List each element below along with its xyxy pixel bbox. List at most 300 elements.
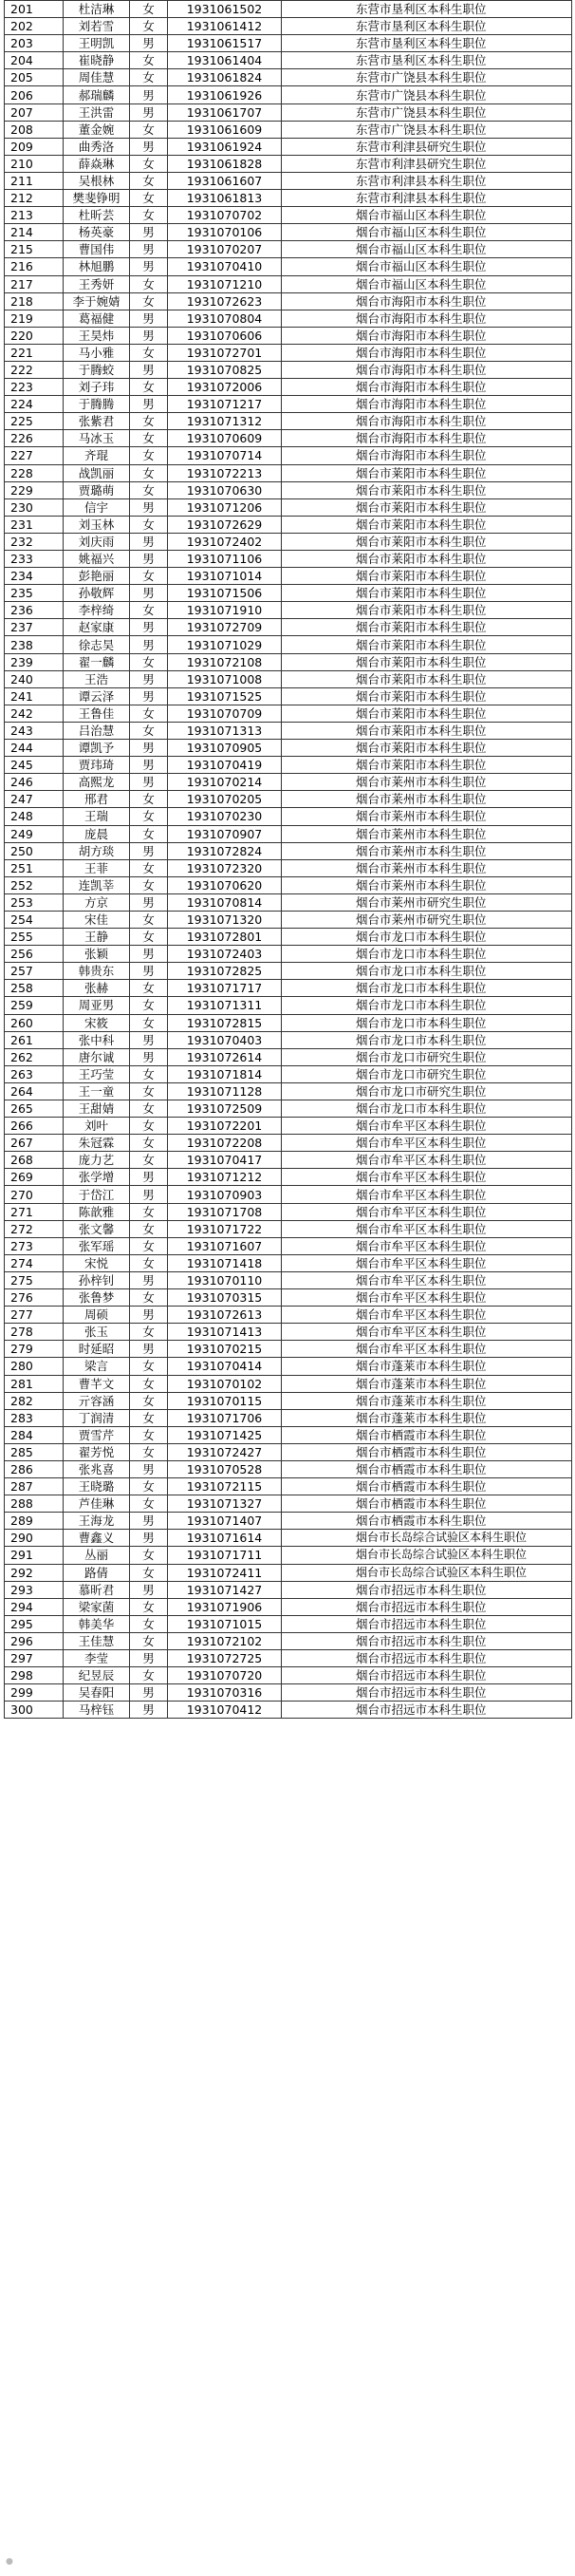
position-cell: 烟台市招远市本科生职位: [282, 1598, 572, 1615]
position-cell: 东营市垦利区本科生职位: [282, 1, 572, 18]
row-number-cell: 203: [5, 35, 64, 52]
table-row: [5, 705, 572, 722]
name-cell: 张玉: [64, 1324, 130, 1341]
name-cell: 张学增: [64, 1169, 130, 1186]
row-number-cell: 215: [5, 241, 64, 258]
gender-cell: 女: [130, 705, 168, 722]
position-cell: 烟台市海阳市本科生职位: [282, 413, 572, 430]
gender-cell: 男: [130, 687, 168, 705]
name-cell: 王静: [64, 929, 130, 946]
table-row: [5, 740, 572, 757]
table-row: [5, 1581, 572, 1598]
row-number-cell: 258: [5, 980, 64, 997]
table-row: [5, 585, 572, 602]
gender-cell: 女: [130, 859, 168, 876]
name-cell: 亓容涵: [64, 1392, 130, 1409]
exam-id-cell: 1931070804: [168, 310, 282, 327]
gender-cell: 男: [130, 361, 168, 378]
row-number-cell: 235: [5, 585, 64, 602]
position-cell: 烟台市栖霞市本科生职位: [282, 1460, 572, 1477]
row-number-cell: 272: [5, 1220, 64, 1237]
table-row: [5, 516, 572, 533]
name-cell: 吕治慧: [64, 722, 130, 739]
name-cell: 马小雅: [64, 344, 130, 361]
table-row: [5, 190, 572, 207]
exam-id-cell: 1931070903: [168, 1186, 282, 1203]
row-number-cell: 290: [5, 1530, 64, 1547]
position-cell: 烟台市长岛综合试验区本科生职位: [282, 1547, 572, 1564]
gender-cell: 女: [130, 1426, 168, 1443]
name-cell: 张紫君: [64, 413, 130, 430]
name-cell: 芦佳琳: [64, 1495, 130, 1513]
position-cell: 烟台市福山区本科生职位: [282, 241, 572, 258]
name-cell: 曲秀洛: [64, 138, 130, 155]
table-row: [5, 1307, 572, 1324]
name-cell: 王瑞: [64, 808, 130, 825]
exam-id-cell: 1931071029: [168, 636, 282, 653]
exam-id-cell: 1931071413: [168, 1324, 282, 1341]
gender-cell: 女: [130, 1237, 168, 1254]
row-number-cell: 204: [5, 52, 64, 69]
gender-cell: 男: [130, 636, 168, 653]
gender-cell: 男: [130, 138, 168, 155]
exam-id-cell: 1931072402: [168, 533, 282, 550]
table-row: [5, 396, 572, 413]
exam-id-cell: 1931071313: [168, 722, 282, 739]
position-cell: 烟台市招远市本科生职位: [282, 1615, 572, 1632]
exam-id-cell: 1931071706: [168, 1409, 282, 1426]
table-row: [5, 791, 572, 808]
exam-id-cell: 1931072411: [168, 1564, 282, 1581]
name-cell: 宋悦: [64, 1254, 130, 1271]
row-number-cell: 247: [5, 791, 64, 808]
row-number-cell: 264: [5, 1082, 64, 1100]
position-cell: 烟台市栖霞市本科生职位: [282, 1513, 572, 1530]
position-cell: 烟台市海阳市本科生职位: [282, 361, 572, 378]
position-cell: 烟台市招远市本科生职位: [282, 1632, 572, 1649]
exam-id-cell: 1931071206: [168, 498, 282, 516]
table-row: [5, 498, 572, 516]
exam-id-cell: 1931061517: [168, 35, 282, 52]
name-cell: 连凯莘: [64, 876, 130, 893]
table-row: [5, 275, 572, 292]
row-number-cell: 284: [5, 1426, 64, 1443]
name-cell: 韩贵东: [64, 963, 130, 980]
name-cell: 张兆喜: [64, 1460, 130, 1477]
exam-id-cell: 1931071814: [168, 1065, 282, 1082]
position-cell: 东营市垦利区本科生职位: [282, 18, 572, 35]
exam-id-cell: 1931072102: [168, 1632, 282, 1649]
position-cell: 烟台市莱阳市本科生职位: [282, 585, 572, 602]
exam-id-cell: 1931071106: [168, 551, 282, 568]
table-row: [5, 1513, 572, 1530]
row-number-cell: 211: [5, 172, 64, 189]
name-cell: 孙敬辉: [64, 585, 130, 602]
exam-id-cell: 1931072725: [168, 1650, 282, 1667]
gender-cell: 女: [130, 207, 168, 224]
exam-id-cell: 1931061404: [168, 52, 282, 69]
exam-id-cell: 1931071217: [168, 396, 282, 413]
name-cell: 杜昕芸: [64, 207, 130, 224]
candidate-table: [4, 0, 572, 1719]
exam-id-cell: 1931072108: [168, 653, 282, 670]
name-cell: 杜洁琳: [64, 1, 130, 18]
position-cell: 烟台市牟平区本科生职位: [282, 1254, 572, 1271]
name-cell: 王洪雷: [64, 103, 130, 121]
row-number-cell: 271: [5, 1203, 64, 1220]
gender-cell: 女: [130, 1152, 168, 1169]
gender-cell: 男: [130, 1702, 168, 1719]
position-cell: 烟台市莱州市本科生职位: [282, 774, 572, 791]
name-cell: 吴春阳: [64, 1684, 130, 1702]
row-number-cell: 220: [5, 327, 64, 344]
row-number-cell: 242: [5, 705, 64, 722]
position-cell: 烟台市莱阳市本科生职位: [282, 705, 572, 722]
name-cell: 贾玮琦: [64, 757, 130, 774]
table-row: [5, 1426, 572, 1443]
row-number-cell: 226: [5, 430, 64, 447]
row-number-cell: 269: [5, 1169, 64, 1186]
exam-id-cell: 1931070412: [168, 1702, 282, 1719]
name-cell: 马冰玉: [64, 430, 130, 447]
name-cell: 曹芊文: [64, 1375, 130, 1392]
name-cell: 薛焱琳: [64, 155, 130, 172]
gender-cell: 女: [130, 275, 168, 292]
position-cell: 烟台市莱阳市本科生职位: [282, 551, 572, 568]
exam-id-cell: 1931071614: [168, 1530, 282, 1547]
table-row: [5, 1118, 572, 1135]
gender-cell: 女: [130, 568, 168, 585]
gender-cell: 女: [130, 1358, 168, 1375]
table-row: [5, 1547, 572, 1564]
gender-cell: 女: [130, 1564, 168, 1581]
row-number-cell: 276: [5, 1289, 64, 1307]
table-row: [5, 1237, 572, 1254]
gender-cell: 女: [130, 447, 168, 464]
table-row: [5, 670, 572, 687]
exam-id-cell: 1931072320: [168, 859, 282, 876]
position-cell: 烟台市长岛综合试验区本科生职位: [282, 1530, 572, 1547]
row-number-cell: 263: [5, 1065, 64, 1082]
table-row: [5, 602, 572, 619]
exam-id-cell: 1931071711: [168, 1547, 282, 1564]
name-cell: 陈歆雅: [64, 1203, 130, 1220]
row-number-cell: 205: [5, 69, 64, 86]
row-number-cell: 298: [5, 1667, 64, 1684]
row-number-cell: 246: [5, 774, 64, 791]
row-number-cell: 273: [5, 1237, 64, 1254]
row-number-cell: 259: [5, 997, 64, 1014]
row-number-cell: 296: [5, 1632, 64, 1649]
table-row: [5, 481, 572, 498]
name-cell: 张赫: [64, 980, 130, 997]
row-number-cell: 266: [5, 1118, 64, 1135]
gender-cell: 女: [130, 1118, 168, 1135]
position-cell: 烟台市莱阳市本科生职位: [282, 722, 572, 739]
exam-id-cell: 1931071906: [168, 1598, 282, 1615]
table-row: [5, 757, 572, 774]
row-number-cell: 253: [5, 893, 64, 911]
table-row: [5, 1014, 572, 1031]
gender-cell: 女: [130, 1324, 168, 1341]
position-cell: 烟台市长岛综合试验区本科生职位: [282, 1564, 572, 1581]
row-number-cell: 208: [5, 121, 64, 138]
name-cell: 齐琨: [64, 447, 130, 464]
exam-id-cell: 1931072701: [168, 344, 282, 361]
gender-cell: 男: [130, 963, 168, 980]
position-cell: 烟台市海阳市本科生职位: [282, 292, 572, 310]
gender-cell: 女: [130, 1, 168, 18]
position-cell: 烟台市海阳市本科生职位: [282, 310, 572, 327]
name-cell: 王一童: [64, 1082, 130, 1100]
gender-cell: 女: [130, 1495, 168, 1513]
row-number-cell: 223: [5, 379, 64, 396]
position-cell: 烟台市蓬莱市本科生职位: [282, 1375, 572, 1392]
position-cell: 烟台市海阳市本科生职位: [282, 327, 572, 344]
row-number-cell: 239: [5, 653, 64, 670]
gender-cell: 男: [130, 1307, 168, 1324]
exam-id-cell: 1931071311: [168, 997, 282, 1014]
position-cell: 东营市广饶县本科生职位: [282, 69, 572, 86]
exam-id-cell: 1931072824: [168, 842, 282, 859]
name-cell: 刘玉林: [64, 516, 130, 533]
exam-id-cell: 1931070316: [168, 1684, 282, 1702]
gender-cell: 女: [130, 172, 168, 189]
row-number-cell: 243: [5, 722, 64, 739]
position-cell: 烟台市莱阳市本科生职位: [282, 757, 572, 774]
gender-cell: 女: [130, 1392, 168, 1409]
gender-cell: 女: [130, 121, 168, 138]
name-cell: 曹鑫义: [64, 1530, 130, 1547]
watermark-logo: ●: [6, 2557, 13, 2567]
name-cell: 高熙龙: [64, 774, 130, 791]
gender-cell: 男: [130, 103, 168, 121]
table-row: [5, 876, 572, 893]
table-row: [5, 825, 572, 842]
table-row: [5, 1100, 572, 1118]
table-row: [5, 1684, 572, 1702]
row-number-cell: 275: [5, 1271, 64, 1288]
exam-id-cell: 1931071210: [168, 275, 282, 292]
exam-id-cell: 1931071014: [168, 568, 282, 585]
exam-id-cell: 1931061609: [168, 121, 282, 138]
name-cell: 朱冠霖: [64, 1135, 130, 1152]
name-cell: 董金婉: [64, 121, 130, 138]
exam-id-cell: 1931070205: [168, 791, 282, 808]
row-number-cell: 267: [5, 1135, 64, 1152]
gender-cell: 男: [130, 1581, 168, 1598]
gender-cell: 女: [130, 911, 168, 928]
position-cell: 烟台市莱州市本科生职位: [282, 791, 572, 808]
position-cell: 烟台市莱阳市本科生职位: [282, 670, 572, 687]
row-number-cell: 292: [5, 1564, 64, 1581]
table-row: [5, 533, 572, 550]
name-cell: 于腾腾: [64, 396, 130, 413]
gender-cell: 女: [130, 52, 168, 69]
table-row: [5, 224, 572, 241]
position-cell: 烟台市莱州市本科生职位: [282, 876, 572, 893]
exam-id-cell: 1931070606: [168, 327, 282, 344]
gender-cell: 男: [130, 241, 168, 258]
table-row: [5, 292, 572, 310]
position-cell: 烟台市莱阳市本科生职位: [282, 687, 572, 705]
exam-id-cell: 1931072115: [168, 1478, 282, 1495]
exam-id-cell: 1931070702: [168, 207, 282, 224]
exam-id-cell: 1931071722: [168, 1220, 282, 1237]
position-cell: 烟台市福山区本科生职位: [282, 258, 572, 275]
row-number-cell: 207: [5, 103, 64, 121]
exam-id-cell: 1931071128: [168, 1082, 282, 1100]
exam-id-cell: 1931061412: [168, 18, 282, 35]
table-row: [5, 911, 572, 928]
name-cell: 方京: [64, 893, 130, 911]
position-cell: 烟台市牟平区本科生职位: [282, 1220, 572, 1237]
gender-cell: 女: [130, 516, 168, 533]
name-cell: 于岱江: [64, 1186, 130, 1203]
row-number-cell: 212: [5, 190, 64, 207]
row-number-cell: 213: [5, 207, 64, 224]
name-cell: 梁言: [64, 1358, 130, 1375]
position-cell: 烟台市龙口市本科生职位: [282, 946, 572, 963]
candidate-table-body: [5, 1, 572, 1719]
name-cell: 刘叶: [64, 1118, 130, 1135]
row-number-cell: 225: [5, 413, 64, 430]
gender-cell: 女: [130, 1254, 168, 1271]
table-row: [5, 1460, 572, 1477]
name-cell: 丛丽: [64, 1547, 130, 1564]
name-cell: 周佳慧: [64, 69, 130, 86]
gender-cell: 女: [130, 1443, 168, 1460]
exam-id-cell: 1931072201: [168, 1118, 282, 1135]
row-number-cell: 285: [5, 1443, 64, 1460]
table-row: [5, 1495, 572, 1513]
row-number-cell: 232: [5, 533, 64, 550]
gender-cell: 女: [130, 1289, 168, 1307]
name-cell: 翟芳悦: [64, 1443, 130, 1460]
name-cell: 孙梓钊: [64, 1271, 130, 1288]
exam-id-cell: 1931061828: [168, 155, 282, 172]
position-cell: 烟台市福山区本科生职位: [282, 224, 572, 241]
name-cell: 李梓绮: [64, 602, 130, 619]
exam-id-cell: 1931071312: [168, 413, 282, 430]
exam-id-cell: 1931072629: [168, 516, 282, 533]
exam-id-cell: 1931061813: [168, 190, 282, 207]
gender-cell: 男: [130, 327, 168, 344]
table-row: [5, 1048, 572, 1065]
exam-id-cell: 1931071015: [168, 1615, 282, 1632]
exam-id-cell: 1931072614: [168, 1048, 282, 1065]
exam-id-cell: 1931070315: [168, 1289, 282, 1307]
name-cell: 周亚男: [64, 997, 130, 1014]
position-cell: 烟台市招远市本科生职位: [282, 1581, 572, 1598]
gender-cell: 女: [130, 413, 168, 430]
position-cell: 烟台市蓬莱市本科生职位: [282, 1358, 572, 1375]
gender-cell: 男: [130, 774, 168, 791]
row-number-cell: 279: [5, 1341, 64, 1358]
position-cell: 烟台市牟平区本科生职位: [282, 1186, 572, 1203]
gender-cell: 女: [130, 1082, 168, 1100]
position-cell: 烟台市牟平区本科生职位: [282, 1135, 572, 1152]
exam-id-cell: 1931072006: [168, 379, 282, 396]
row-number-cell: 228: [5, 464, 64, 481]
exam-id-cell: 1931071327: [168, 1495, 282, 1513]
position-cell: 烟台市莱阳市本科生职位: [282, 740, 572, 757]
table-row: [5, 1409, 572, 1426]
name-cell: 宋筱: [64, 1014, 130, 1031]
name-cell: 战凯丽: [64, 464, 130, 481]
position-cell: 烟台市莱阳市本科生职位: [282, 516, 572, 533]
position-cell: 烟台市莱阳市本科生职位: [282, 636, 572, 653]
table-row: [5, 1186, 572, 1203]
position-cell: 烟台市栖霞市本科生职位: [282, 1426, 572, 1443]
exam-id-cell: 1931072825: [168, 963, 282, 980]
table-row: [5, 121, 572, 138]
row-number-cell: 210: [5, 155, 64, 172]
name-cell: 赵家康: [64, 619, 130, 636]
name-cell: 王浩: [64, 670, 130, 687]
row-number-cell: 234: [5, 568, 64, 585]
name-cell: 张文馨: [64, 1220, 130, 1237]
exam-id-cell: 1931070414: [168, 1358, 282, 1375]
gender-cell: 女: [130, 1478, 168, 1495]
position-cell: 烟台市海阳市本科生职位: [282, 447, 572, 464]
table-row: [5, 18, 572, 35]
name-cell: 王佳慧: [64, 1632, 130, 1649]
row-number-cell: 248: [5, 808, 64, 825]
name-cell: 王明凯: [64, 35, 130, 52]
row-number-cell: 245: [5, 757, 64, 774]
table-row: [5, 1031, 572, 1048]
row-number-cell: 257: [5, 963, 64, 980]
gender-cell: 男: [130, 396, 168, 413]
name-cell: 宋佳: [64, 911, 130, 928]
table-row: [5, 241, 572, 258]
position-cell: 东营市垦利区本科生职位: [282, 35, 572, 52]
position-cell: 烟台市莱州市本科生职位: [282, 825, 572, 842]
name-cell: 张军瑶: [64, 1237, 130, 1254]
name-cell: 胡方琰: [64, 842, 130, 859]
gender-cell: 女: [130, 825, 168, 842]
table-row: [5, 929, 572, 946]
row-number-cell: 241: [5, 687, 64, 705]
exam-id-cell: 1931070609: [168, 430, 282, 447]
gender-cell: 男: [130, 551, 168, 568]
position-cell: 烟台市龙口市本科生职位: [282, 997, 572, 1014]
position-cell: 烟台市牟平区本科生职位: [282, 1289, 572, 1307]
position-cell: 烟台市莱阳市本科生职位: [282, 481, 572, 498]
position-cell: 烟台市莱阳市本科生职位: [282, 602, 572, 619]
exam-id-cell: 1931072815: [168, 1014, 282, 1031]
name-cell: 庞力艺: [64, 1152, 130, 1169]
row-number-cell: 251: [5, 859, 64, 876]
name-cell: 韩美华: [64, 1615, 130, 1632]
row-number-cell: 218: [5, 292, 64, 310]
position-cell: 东营市广饶县本科生职位: [282, 86, 572, 103]
exam-id-cell: 1931071407: [168, 1513, 282, 1530]
row-number-cell: 297: [5, 1650, 64, 1667]
exam-id-cell: 1931070907: [168, 825, 282, 842]
row-number-cell: 237: [5, 619, 64, 636]
row-number-cell: 278: [5, 1324, 64, 1341]
exam-id-cell: 1931072403: [168, 946, 282, 963]
exam-id-cell: 1931070207: [168, 241, 282, 258]
row-number-cell: 295: [5, 1615, 64, 1632]
name-cell: 张颖: [64, 946, 130, 963]
row-number-cell: 300: [5, 1702, 64, 1719]
exam-id-cell: 1931070714: [168, 447, 282, 464]
position-cell: 烟台市莱阳市本科生职位: [282, 498, 572, 516]
table-row: [5, 842, 572, 859]
